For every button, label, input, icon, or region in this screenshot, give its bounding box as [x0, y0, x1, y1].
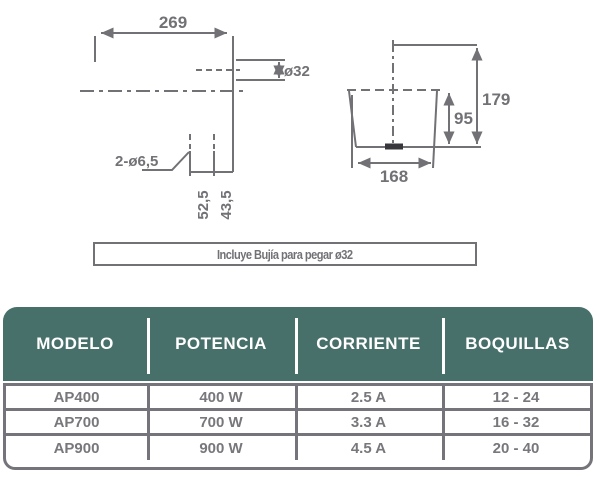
body-divider: [295, 386, 298, 460]
left-view-drawing: [80, 13, 310, 220]
cell-boquillas: 20 - 40: [492, 440, 540, 457]
header-divider: [295, 318, 298, 374]
spec-table-body: [3, 383, 593, 470]
dim-width-168: 168: [379, 167, 409, 186]
dim-stub-diameter: ø32: [284, 63, 310, 80]
dim-vertical-43-5: 43,5: [218, 190, 235, 220]
dim-height-179: 179: [482, 90, 511, 109]
column-header-potencia: POTENCIA: [175, 334, 267, 353]
column-header-modelo: MODELO: [36, 334, 114, 353]
note-text: Incluye Bujía para pegar ø32: [217, 246, 353, 262]
cell-corriente: 3.3 A: [350, 413, 387, 431]
body-divider: [442, 386, 445, 460]
table-row: [6, 411, 590, 436]
header-divider: [147, 318, 150, 374]
dim-vertical-52-5: 52,5: [195, 190, 212, 220]
cell-corriente: 4.5 A: [350, 440, 387, 457]
table-row: [6, 436, 590, 461]
cell-boquillas: 16 - 32: [492, 413, 540, 431]
column-header-boquillas: BOQUILLAS: [465, 334, 570, 353]
header-divider: [442, 318, 445, 374]
right-view-drawing: [347, 40, 510, 186]
body-divider: [147, 386, 150, 460]
dim-holes: 2-ø6,5: [115, 153, 159, 170]
note-box: [93, 242, 477, 266]
cell-modelo: AP700: [53, 413, 100, 431]
cell-potencia: 400 W: [199, 388, 243, 406]
column-header-corriente: CORRIENTE: [316, 334, 421, 353]
cell-modelo: AP900: [53, 440, 100, 457]
spec-table: [3, 307, 593, 470]
burner-port-mark: [385, 144, 403, 150]
dim-width-269: 269: [158, 13, 188, 32]
dim-height-95: 95: [454, 109, 473, 128]
cell-potencia: 700 W: [199, 413, 243, 431]
spec-table-header: [3, 307, 593, 381]
table-row: [6, 386, 590, 411]
cell-potencia: 900 W: [199, 440, 243, 457]
cell-corriente: 2.5 A: [350, 388, 387, 406]
cell-boquillas: 12 - 24: [492, 388, 540, 406]
cell-modelo: AP400: [53, 388, 100, 406]
